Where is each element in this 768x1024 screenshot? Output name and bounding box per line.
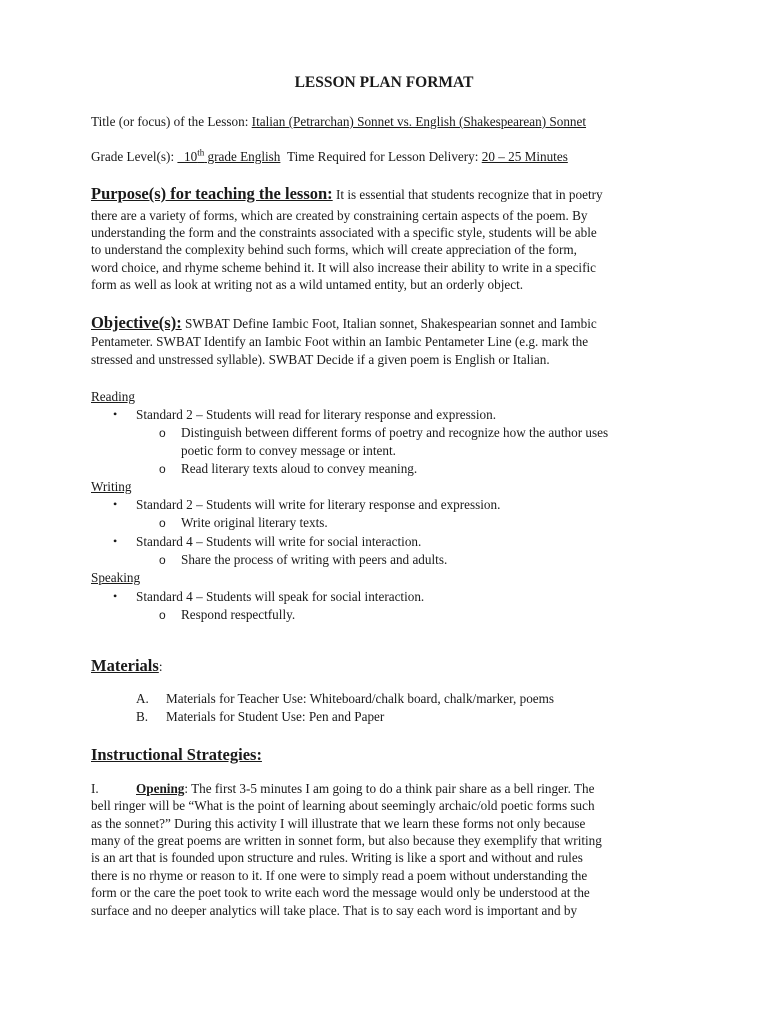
objectives-heading: Objective(s):: [91, 313, 182, 332]
writing-sub-1: Write original literary texts.: [181, 515, 328, 530]
purpose-line: word choice, and rhyme scheme behind it. It will also increase their ability to write in a specific: [91, 260, 596, 275]
strategies-heading: Instructional Strategies:: [91, 745, 262, 764]
time-value: 20 – 25 Minutes: [481, 149, 568, 164]
reading-sub-1-cont: poetic form to convey message or intent.: [181, 443, 396, 458]
reading-sub-2: Read literary texts aloud to convey meaning.: [181, 461, 418, 476]
grade-label: Grade Level(s):: [91, 149, 175, 164]
lesson-title-label: Title (or focus) of the Lesson:: [91, 114, 249, 129]
writing-sub-2: Share the process of writing with peers and adults.: [181, 552, 448, 567]
grade-subject: grade English: [204, 149, 281, 164]
speaking-label: Speaking: [91, 570, 141, 585]
materials-heading-line: [91, 657, 162, 675]
reading-standard: • Standard 2 – Students will read for literary response and expression.: [136, 406, 496, 423]
opening-line: is an art that is founded upon structure and rules. Writing is like a sport and without and rules: [91, 850, 583, 865]
materials-colon: :: [158, 659, 163, 674]
materials-student: Materials for Student Use: Pen and Paper: [166, 709, 385, 724]
circle-bullet-icon: o: [159, 516, 166, 530]
writing-standard-1: • Standard 2 – Students will write for literary response and expression.: [136, 496, 500, 513]
circle-bullet-icon: o: [159, 426, 166, 440]
opening-label: Opening: [136, 781, 185, 796]
purpose-line: understanding the form and the constraints associated with a specific style, students will be able: [91, 225, 597, 240]
writing-label: Writing: [91, 479, 132, 494]
opening-text: : The first 3-5 minutes I am going to do a think pair share as a bell ringer. The: [184, 781, 595, 796]
speaking-sub: Respond respectfully.: [181, 607, 296, 622]
circle-bullet-icon: o: [159, 462, 166, 476]
writing-standard-2: • Standard 4 – Students will write for social interaction.: [136, 533, 421, 550]
objectives-line-1: [91, 314, 597, 332]
speaking-standard: • Standard 4 – Students will speak for social interaction.: [136, 588, 424, 605]
objectives-text: SWBAT Define Iambic Foot, Italian sonnet, Shakespearian sonnet and Iambic: [185, 316, 597, 331]
time-label: Time Required for Lesson Delivery:: [287, 149, 479, 164]
circle-bullet-icon: o: [159, 608, 166, 622]
opening-line: surface and no deeper analytics will take place. That is to say each word is important and by: [91, 903, 578, 918]
opening-line: there is no rhyme or reason to it. If one were to simply read a poem without understanding the: [91, 868, 588, 883]
lesson-title-value: Italian (Petrarchan) Sonnet vs. English (Shakespearean) Sonnet: [251, 114, 587, 129]
grade-value: [177, 149, 280, 164]
objectives-line: Pentameter. SWBAT Identify an Iambic Foot within an Iambic Pentameter Line (e.g. mark the: [91, 334, 589, 349]
document-title: LESSON PLAN FORMAT: [294, 74, 474, 91]
materials-marker: A.: [136, 691, 149, 706]
purpose-heading: Purpose(s) for teaching the lesson:: [91, 184, 333, 203]
grade-suffix: th: [197, 147, 205, 158]
purpose-line: form as well as look at writing not as a wild untamed entity, but an orderly object.: [91, 277, 524, 292]
purpose-text: It is essential that students recognize that in poetry: [335, 187, 603, 202]
opening-line: as the sonnet?” During this activity I will illustrate that we learn these forms not only because: [91, 816, 586, 831]
purpose-line: there are a variety of forms, which are created by constraining certain aspects of the poem. By: [91, 208, 588, 223]
purpose-line-1: [91, 185, 603, 203]
objectives-line: stressed and unstressed syllable). SWBAT Decide if a given poem is English or Italian.: [91, 352, 550, 367]
materials-heading: Materials: [91, 656, 159, 675]
opening-line: many of the great poems are written in sonnet form, but also because they exemplify that writing: [91, 833, 602, 848]
grade-number: 10: [184, 149, 198, 164]
strategies-numeral: I.: [91, 781, 99, 796]
grade-line: [91, 148, 568, 165]
opening-line-1: [136, 780, 594, 797]
opening-line: form or the care the poet took to write each word the message would only be understood at the: [91, 885, 590, 900]
circle-bullet-icon: o: [159, 553, 166, 567]
reading-label: Reading: [91, 389, 135, 404]
opening-line: bell ringer will be “What is the point of learning about seemingly archaic/old poetic forms such: [91, 798, 595, 813]
materials-teacher: Materials for Teacher Use: Whiteboard/chalk board, chalk/marker, poems: [166, 691, 555, 706]
reading-sub-1: Distinguish between different forms of poetry and recognize how the author uses: [181, 425, 609, 440]
lesson-title-line: [91, 113, 586, 130]
purpose-line: to understand the complexity behind such forms, which will create appreciation of the form,: [91, 242, 577, 257]
materials-marker: B.: [136, 709, 149, 724]
